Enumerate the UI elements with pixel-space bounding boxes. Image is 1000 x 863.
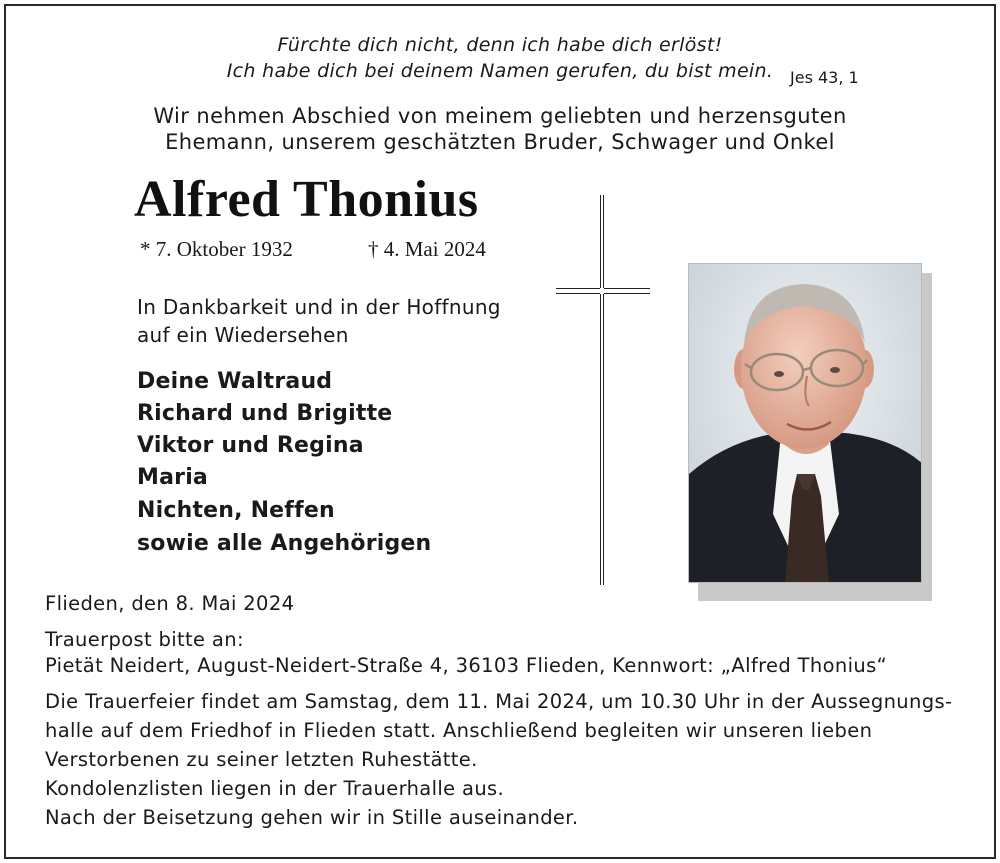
mail-heading: Trauerpost bitte an: <box>45 628 244 651</box>
deceased-name: Alfred Thonius <box>134 171 479 228</box>
portrait-photo <box>688 263 922 583</box>
place-date: Flieden, den 8. Mai 2024 <box>45 592 295 615</box>
service-line-4: Kondolenzlisten liegen in der Trauerhalle aus. <box>45 777 505 800</box>
family-member: Richard und Brigitte <box>137 401 393 426</box>
service-line-2: halle auf dem Friedhof in Flieden statt. Anschließend begleiten wir unseren lieben <box>45 719 873 742</box>
mail-address: Pietät Neidert, August-Neidert-Straße 4, 36103 Flieden, Kennwort: „Alfred Thonius“ <box>45 654 888 677</box>
death-date: † 4. Mai 2024 <box>368 237 486 261</box>
verse-line-2: Ich habe dich bei deinem Namen gerufen, du bist mein. <box>226 60 774 82</box>
birth-date: * 7. Oktober 1932 <box>140 237 293 261</box>
intro-line-2: Ehemann, unserem geschätzten Bruder, Schwager und Onkel <box>165 130 835 154</box>
family-member: Maria <box>137 465 208 490</box>
thanks-line-1: In Dankbarkeit und in der Hoffnung <box>137 295 501 319</box>
family-member: Deine Waltraud <box>137 369 333 394</box>
thanks-line-2: auf ein Wiedersehen <box>137 323 349 347</box>
family-member: sowie alle Angehörigen <box>137 531 432 556</box>
family-member: Nichten, Neffen <box>137 498 335 523</box>
service-line-1: Die Trauerfeier findet am Samstag, dem 11. Mai 2024, um 10.30 Uhr in der Aussegnungs- <box>45 690 953 713</box>
service-line-5: Nach der Beisetzung gehen wir in Stille auseinander. <box>45 806 579 829</box>
verse-reference: Jes 43, 1 <box>790 68 859 87</box>
service-line-3: Verstorbenen zu seiner letzten Ruhestätte. <box>45 748 478 771</box>
intro-line-1: Wir nehmen Abschied von meinem geliebten und herzensguten <box>153 104 847 128</box>
family-member: Viktor und Regina <box>137 433 364 458</box>
cross-icon <box>600 195 604 585</box>
verse-line-1: Fürchte dich nicht, denn ich habe dich erlöst! <box>277 34 723 56</box>
